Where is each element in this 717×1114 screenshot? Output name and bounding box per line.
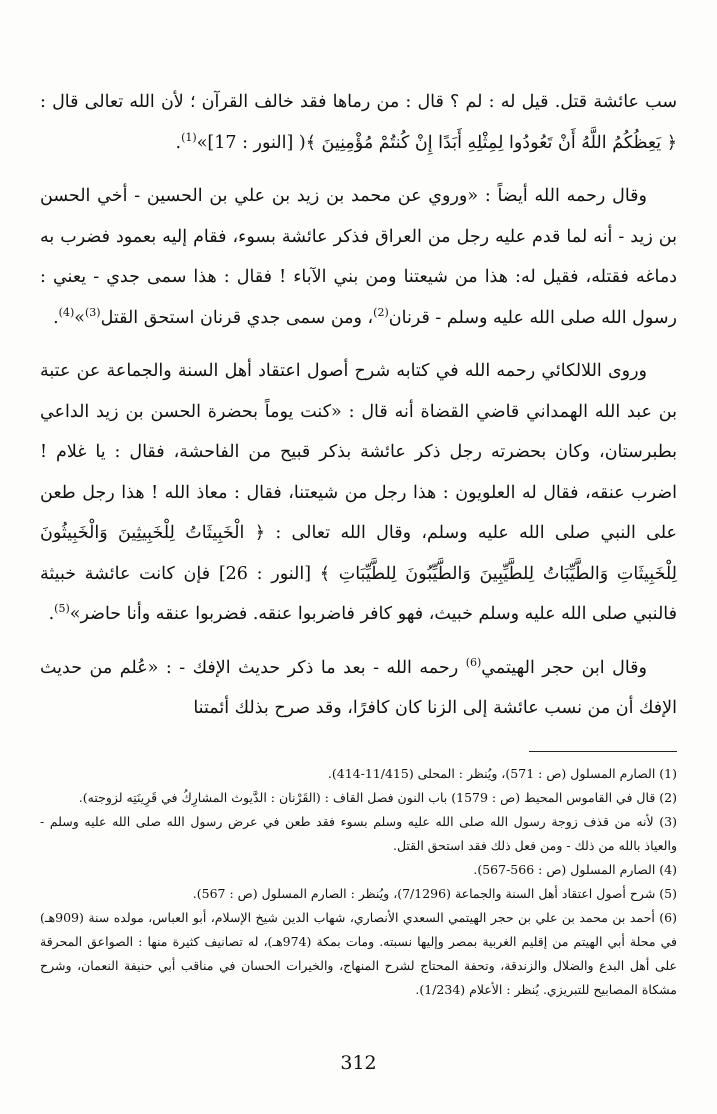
footnote-divider: [529, 751, 677, 752]
paragraph-2-end: .: [53, 307, 59, 328]
footnote-ref-2: (2): [373, 305, 389, 319]
paragraph-3-end: .: [48, 604, 55, 624]
footnotes: [40, 762, 677, 1002]
main-text: [40, 82, 677, 729]
paragraph-2: [40, 176, 677, 338]
footnote-ref-5: (5): [54, 602, 70, 616]
paragraph-4-tail: رحمه الله - بعد ما ذكر حديث الإفك - : «عُلم من حديث الإفك أن من نسب عائشة إلى الزنا كان كافرًا، وقد صرح بذلك أئمتنا: [40, 657, 677, 718]
footnote-ref-4: (4): [58, 305, 75, 319]
page-number: 312: [340, 1052, 377, 1074]
footnote-1: (1) الصارم المسلول (ص : 571)، ويُنظر : المحلى (11/415-414).: [327, 766, 677, 781]
footnote-ref-6: (6): [465, 655, 482, 669]
paragraph-2-text: وقال رحمه الله أيضاً : «وروي عن محمد بن زيد بن علي بن الحسين - أخي الحسن بن زيد - أنه لما قدم عليه رجل من العراق فذكر عائشة بسوء، فقام إليه بعمود فضرب به دماغه فقتله، فقيل له: هذا من شيعتنا ومن بني الآباء ! فقال : هذا سمى جدي - يعني : رسول الله صلى الله عليه وسلم - قرنان: [40, 186, 677, 328]
footnote-5: (5) شرح أصول اعتقاد أهل السنة والجماعة (7/1296)، ويُنظر : الصارم المسلول (ص : 567).: [192, 886, 677, 901]
footnote-2: (2) قال في القاموس المحيط (ص : 1579) باب النون فصل القاف : (القَرْنان : الدَّيوث المشارِكُ في قَرِينَتِه لزوجته).: [78, 790, 677, 805]
paragraph-1-text: سب عائشة قتل. قيل له : لم ؟ قال : من رماها فقد خالف القرآن ؛ لأن الله تعالى قال : ﴿ يَعِظُكُمُ اللَّهُ أَنْ تَعُودُوا لِمِثْلِهِ أَبَدًا إِنْ كُنتُمْ مُؤْمِنِينَ ﴾( [النور : 17]»: [40, 92, 677, 153]
paragraph-2-tail: ، ومن سمى جدي قرنان استحق القتل: [100, 307, 374, 328]
footnote-3: (3) لأنه من قذف زوجة رسول الله صلى الله عليه وسلم بسوء فقد طعن في عرض رسول الله صلى الله عليه وسلم - والعياذ بالله من ذلك - ومن فعل ذلك فقد استحق القتل.: [40, 814, 677, 853]
footnote-ref-1: (1): [181, 130, 197, 144]
footnote-ref-3: (3): [84, 305, 101, 319]
paragraph-3-text: وروى اللالكائي رحمه الله في كتابه شرح أصول اعتقاد أهل السنة والجماعة عن عتبة بن عبد الله الهمداني قاضي القضاة أنه قال : «كنت يوماً بحضرة الحسن بن زيد الداعي بطبرستان، وكان بحضرته رجل ذكر عائشة بذكر قبيح من الفاحشة، فقال : يا غلام ! اضرب عنقه، فقال له العلويون : هذا رجل من شيعتنا، فقال : معاذ الله ! هذا رجل طعن على النبي صلى الله عليه وسلم، وقال الله تعالى : ﴿ الْخَبِيثَاتُ لِلْخَبِيثِينَ وَالْخَبِيثُونَ لِلْخَبِيثَاتِ وَالطَّيِّبَاتُ لِلطَّيِّبِينَ وَالطَّيِّبُونَ لِلطَّيِّبَاتِ ﴾ [النور : 26] فإن كانت عائشة خبيثة فالنبي صلى الله عليه وسلم خبيث، فهو كافر فاضربوا عنقه. فضربوا عنقه وأنا حاضر»: [40, 361, 677, 624]
paragraph-1-end: .: [175, 132, 182, 153]
footnote-4: (4) الصارم المسلول (ص : 566-567).: [473, 862, 677, 877]
paragraph-2-quote-close: »: [74, 307, 85, 328]
paragraph-1: [40, 82, 677, 163]
paragraph-4-text: وقال ابن حجر الهيتمي: [481, 657, 647, 678]
paragraph-3: [40, 351, 677, 635]
paragraph-4: [40, 648, 677, 729]
footnote-6: (6) أحمد بن محمد بن علي بن حجر الهيتمي السعدي الأنصاري، شهاب الدين شيخ الإسلام، أبو العباس، مولده سنة (909هـ) في محلة أبي الهيتم من إقليم الغربية بمصر وإليها نسبته. ومات بمكة (974هـ)، له تصانيف كثيرة منها : الصواعق المحرقة على أهل البدع والضلال والزندقة، وتحفة المحتاج لشرح المنهاج، والخيرات الحسان في مناقب أبي حنيفة النعمان، وشرح مشكاة المصابيح للتبريزي. يُنظر : الأعلام (1/234).: [40, 910, 677, 997]
